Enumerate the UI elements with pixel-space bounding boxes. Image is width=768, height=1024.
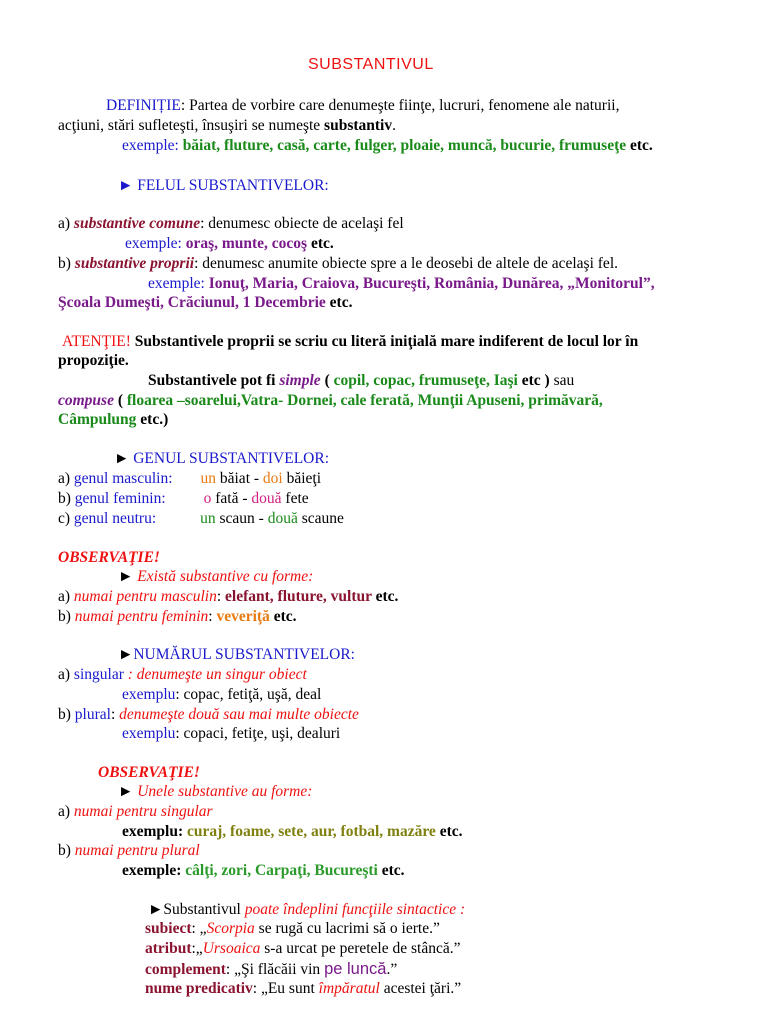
arrow-icon: ►	[118, 568, 134, 585]
gen-masc-art2: doi	[262, 470, 283, 487]
gen-masc-prefix: a)	[58, 470, 74, 487]
subiect-pre: : „	[191, 920, 207, 937]
observatie-2a	[58, 802, 213, 822]
gen-fem-art1: o	[203, 490, 212, 507]
simple-open: (	[320, 372, 334, 389]
atentie-label: ATENŢIE!	[62, 333, 131, 350]
observatie-1b	[58, 607, 296, 627]
comune-label: substantive comune	[73, 215, 201, 232]
proprii-label: substantive proprii	[74, 255, 195, 272]
comune-text: : denumesc obiecte de acelaşi fel	[200, 215, 404, 232]
simple-items: copil, copac, frumuseţe, Iaşi	[333, 372, 518, 389]
definition-line-2	[58, 116, 396, 136]
definition-text-2: acţiuni, stări sufleteşti, însuşiri se numeşte	[58, 117, 325, 134]
observatie-2-text	[118, 782, 312, 802]
plural-prefix: b)	[58, 706, 75, 723]
singular-line	[58, 665, 307, 685]
simple-close: etc )	[517, 372, 550, 389]
comune-prefix: a)	[58, 215, 74, 232]
proprii-prefix: b)	[58, 255, 75, 272]
obs1a-colon: :	[216, 588, 226, 605]
proprii-text: : denumesc anumite obiecte spre a le deosebi de altele de acelaşi fel.	[194, 255, 618, 272]
felul-heading	[118, 176, 329, 196]
examples-2	[125, 234, 334, 254]
compuse-line-1	[58, 391, 603, 411]
gen-masc-art1: un	[200, 470, 216, 487]
obs2b-prefix: b)	[58, 842, 75, 859]
atribut-label: atribut	[145, 940, 192, 957]
comune-line	[58, 214, 404, 234]
observatie-2-label: OBSERVAŢIE!	[98, 764, 200, 781]
exemple-obs2	[122, 861, 405, 881]
subiect-label: subiect	[145, 920, 192, 937]
complement-label: complement	[145, 961, 226, 978]
gen-masc-w1: băiat -	[216, 470, 263, 487]
gen-fem-w1: fată -	[211, 490, 252, 507]
obs1b-label: numai pentru feminin	[74, 608, 209, 625]
plural-line	[58, 705, 359, 725]
arrow-icon: ►	[148, 901, 164, 918]
examples-2-label: exemple:	[125, 235, 182, 252]
examples-1	[122, 136, 653, 156]
definition-end: .	[392, 117, 396, 134]
examples-2-items: oraş, munte, cocoş	[181, 235, 308, 252]
arrow-icon: ►	[118, 177, 134, 194]
observatie-1a	[58, 587, 398, 607]
obs1b-etc: etc.	[269, 608, 297, 625]
genul-heading	[114, 449, 329, 469]
gen-masc-w2: băieţi	[282, 470, 322, 487]
exemplu-obs2-items: curaj, foame, sete, aur, fotbal, mazăre	[183, 823, 436, 840]
atentie-line-2: propoziţie.	[58, 352, 129, 369]
exemplu-plural-text: : copaci, fetiţe, uşi, dealuri	[175, 725, 341, 742]
examples-3-items-1: Ionuţ, Maria, Craiova, Bucureşti, România, Dunărea, „Monitorul”,	[204, 275, 655, 292]
exemplu-singular-label: exemplu	[122, 686, 176, 703]
plural-label: plural	[74, 706, 111, 723]
exemplu-obs2-label: exemplu:	[122, 823, 184, 840]
exemplu-singular	[122, 685, 321, 705]
atribut-word: Ursoaica	[202, 940, 261, 957]
observatie-1-label: OBSERVAŢIE!	[58, 549, 160, 566]
simple-line	[148, 371, 574, 391]
predicativ-label: nume predicativ	[145, 980, 253, 997]
compuse-line-2	[58, 410, 168, 430]
compuse-items-1: floarea –soarelui,Vatra- Dornei, cale ferată, Munţii Apuseni, primăvară,	[126, 392, 603, 409]
exemple-obs2-label: exemple:	[122, 862, 182, 879]
numarul-heading-text: NUMĂRUL SUBSTANTIVELOR:	[133, 646, 355, 663]
obs1b-prefix: b)	[58, 608, 75, 625]
gen-neu-prefix: c)	[58, 510, 74, 527]
gen-neu-art1: un	[200, 510, 216, 527]
definition-label: DEFINIȚIE	[106, 97, 181, 114]
complement-pre: : „Şi flăcăii vin	[225, 961, 325, 978]
singular-text: : denumeşte un singur obiect	[123, 666, 307, 683]
subiect-line	[145, 919, 440, 939]
exemplu-obs2	[122, 822, 462, 842]
numarul-heading	[118, 645, 355, 665]
obs1a-items: elefant, fluture, vultur	[225, 588, 372, 605]
observatie-1-body: Există substantive cu forme:	[133, 568, 314, 585]
obs1b-items: veveriţă	[216, 608, 270, 625]
atribut-post: s-a urcat pe peretele de stâncă.”	[260, 940, 461, 957]
genul-masculin	[58, 469, 321, 489]
arrow-icon: ►	[118, 783, 134, 800]
examples-1-etc: etc.	[626, 137, 653, 154]
gen-fem-w2: fete	[281, 490, 309, 507]
arrow-icon: ►	[114, 450, 130, 467]
obs2a-prefix: a)	[58, 803, 74, 820]
atentie-text-1: Substantivele proprii se scriu cu literă iniţială mare indiferent de locul lor în	[130, 333, 639, 350]
gen-fem-label: genul feminin:	[74, 490, 166, 507]
gen-fem-prefix: b)	[58, 490, 75, 507]
gen-neu-w2: scaune	[297, 510, 344, 527]
definition-text-1: : Partea de vorbire care denumeşte fiinţe, lucruri, fenomene ale naturii,	[180, 97, 620, 114]
exemplu-plural-label: exemplu	[122, 725, 176, 742]
obs2a-label: numai pentru singular	[73, 803, 213, 820]
obs1b-colon: :	[208, 608, 217, 625]
examples-3-items-2: Şcoala Dumeşti, Crăciunul, 1 Decembrie	[58, 294, 326, 311]
exemple-obs2-items: câlţi, zori, Carpaţi, Bucureşti	[181, 862, 378, 879]
predicativ-post: acestei ţări.”	[379, 980, 462, 997]
plural-text: denumeşte două sau mai multe obiecte	[119, 706, 359, 723]
atentie-line-1	[62, 332, 638, 352]
subiect-post: se rugă cu lacrimi să o ierte.”	[254, 920, 440, 937]
obs1a-label: numai pentru masculin	[73, 588, 217, 605]
observatie-1-text	[118, 567, 313, 587]
functii-text: Substantivul	[163, 901, 245, 918]
gen-neu-w1: scaun -	[215, 510, 268, 527]
arrow-icon: ►	[118, 646, 134, 663]
atribut-line	[145, 939, 460, 959]
page-title: SUBSTANTIVUL	[308, 56, 434, 73]
exemple-obs2-etc: etc.	[377, 862, 405, 879]
predicativ-pre: : „Eu sunt	[252, 980, 319, 997]
gen-neu-art2: două	[267, 510, 298, 527]
plural-colon: :	[110, 706, 120, 723]
observatie-2-body: Unele substantive au forme:	[133, 783, 313, 800]
predicativ-line	[145, 979, 461, 999]
functii-line	[148, 900, 465, 920]
examples-1-items: băiat, fluture, casă, carte, fulger, ploaie, muncă, bucurie, frumuseţe	[178, 137, 627, 154]
examples-3-etc: etc.	[325, 294, 353, 311]
examples-3-line-1	[148, 274, 655, 294]
complement-post: .”	[386, 961, 398, 978]
genul-feminin	[58, 489, 309, 509]
exemplu-plural	[122, 724, 340, 744]
examples-3-line-2	[58, 293, 352, 313]
genul-heading-text: GENUL SUBSTANTIVELOR:	[129, 450, 330, 467]
exemplu-obs2-etc: etc.	[435, 823, 463, 840]
complement-line	[145, 959, 397, 980]
genul-neutru	[58, 509, 344, 529]
definition-term: substantiv	[324, 117, 393, 134]
functii-italic: poate îndeplini funcţiile sintactice :	[244, 901, 466, 918]
observatie-2b	[58, 841, 200, 861]
gen-neu-label: genul neutru:	[73, 510, 157, 527]
compuse-close: etc.)	[136, 411, 169, 428]
obs2b-label: numai pentru plural	[74, 842, 200, 859]
singular-label: singular	[73, 666, 124, 683]
exemplu-singular-text: : copac, fetiţă, uşă, deal	[175, 686, 322, 703]
examples-1-label: exemple:	[122, 137, 179, 154]
gen-fem-art2: două	[251, 490, 282, 507]
compuse-label: compuse	[58, 392, 114, 409]
compuse-open: (	[113, 392, 127, 409]
atribut-pre: :„	[191, 940, 203, 957]
simple-label: simple	[279, 372, 321, 389]
examples-2-etc: etc.	[307, 235, 334, 252]
proprii-line	[58, 254, 618, 274]
examples-3-label: exemple:	[148, 275, 205, 292]
predicativ-word: împăratul	[318, 980, 380, 997]
compuse-items-2: Câmpulung	[58, 411, 137, 428]
complement-word: pe luncă	[324, 960, 387, 978]
gen-masc-label: genul masculin:	[73, 470, 173, 487]
obs1a-etc: etc.	[371, 588, 399, 605]
singular-prefix: a)	[58, 666, 74, 683]
obs1a-prefix: a)	[58, 588, 74, 605]
felul-heading-text: FELUL SUBSTANTIVELOR:	[133, 177, 329, 194]
definition-line-1	[106, 96, 619, 116]
simple-pre: Substantivele pot fi	[148, 372, 280, 389]
subiect-word: Scorpia	[206, 920, 255, 937]
simple-sau: sau	[549, 372, 575, 389]
